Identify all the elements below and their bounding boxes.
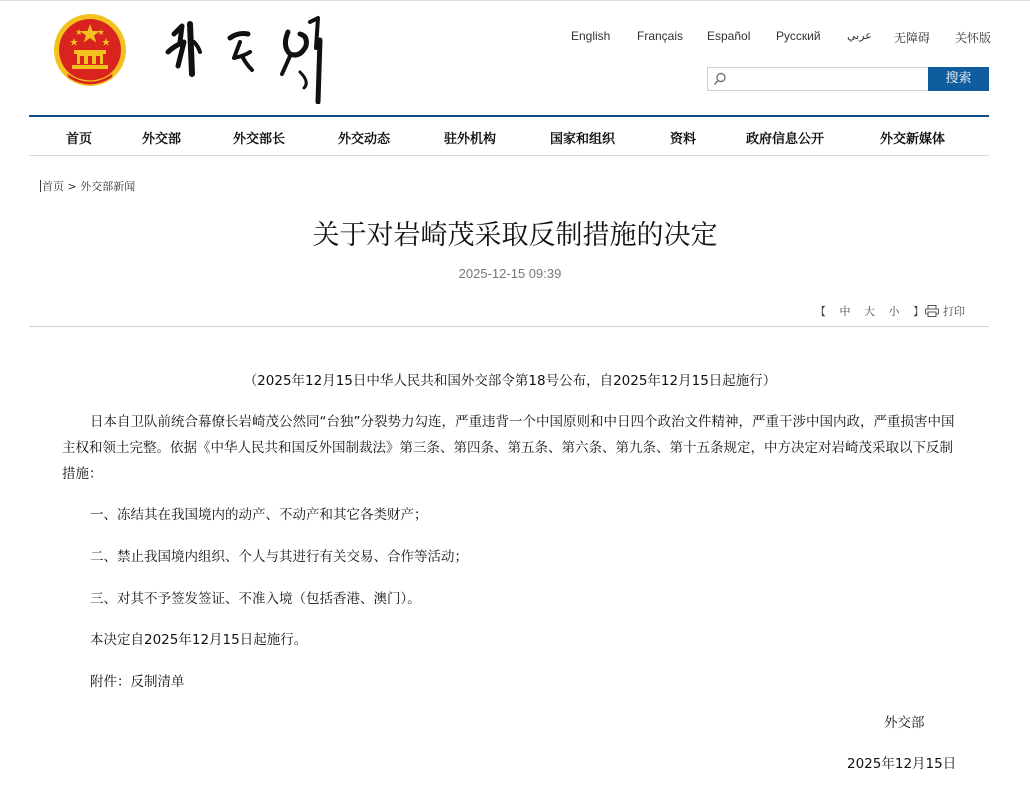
print-label: 打印 [943,305,965,318]
lang-russian-link[interactable]: Русский [776,29,821,43]
nav-item-resources[interactable]: 资料 [670,132,697,147]
article-date: 2025-12-15 09:39 [458,266,562,281]
attachment-link[interactable]: 附件：反制清单 [90,674,185,690]
printer-icon [925,305,939,317]
measure-item-2: 二、禁止我国境内组织、个人与其进行有关交易、合作等活动； [90,549,468,565]
national-emblem-icon[interactable] [52,12,128,90]
nav-item-diplomatic-news[interactable]: 外交动态 [338,132,391,147]
article-title: 关于对岩崎茂采取反制措施的决定 [312,220,718,251]
breadcrumb-separator: > [67,180,77,193]
main-nav [29,117,989,155]
font-size-medium-button[interactable]: 大 [864,305,875,318]
lang-english-link[interactable]: English [571,29,611,43]
accessibility-link[interactable]: 无障碍 [894,31,931,45]
signature-ministry: 外交部 [884,715,925,731]
top-border [0,0,1030,5]
print-button[interactable] [925,303,965,319]
font-bracket-open: 【 [815,305,826,318]
font-size-small-button[interactable]: 中 [839,305,851,318]
care-version-link[interactable]: 关怀版 [955,31,992,45]
effective-date-text: 本决定自2025年12月15日起施行。 [90,632,308,648]
search-input[interactable] [730,68,926,90]
text-cursor [40,180,41,192]
lang-arabic-link[interactable]: عربي [847,30,872,42]
language-bar [540,29,1000,45]
search-button[interactable]: 搜索 [928,67,989,91]
font-size-large-button[interactable]: 小 [888,305,900,318]
breadcrumb-home-link[interactable]: 首页 [42,180,64,193]
search-box [707,67,929,91]
nav-item-gov-info-disclosure[interactable]: 政府信息公开 [746,132,825,147]
nav-item-countries-organizations[interactable]: 国家和组织 [550,132,616,147]
measure-item-3: 三、对其不予签发签证、不准入境（包括香港、澳门）。 [90,591,421,607]
article-paragraph: 日本自卫队前统合幕僚长岩崎茂公然同“台独”分裂势力勾连，严重违背一个中国原则和中日四个政治文件精神，严重干涉中国内政，严重损害中国主权和领土完整。依据《中华人民共和国反外国制裁法》第三条、第四条、第五条、第六条、第九条、第十五条规定，中方决定对岩崎茂采取以下反制措施： [62,414,955,482]
nav-item-missions-overseas[interactable]: 驻外机构 [444,132,497,147]
search-icon [713,72,727,86]
article-divider [29,326,989,327]
nav-bottom-line [29,155,989,156]
lang-french-link[interactable]: Français [637,29,684,43]
article-subtitle: （2025年12月15日中华人民共和国外交部令第18号公布，自2025年12月15日起施行） [243,373,777,389]
nav-item-minister[interactable]: 外交部长 [233,132,286,147]
font-size-switcher [815,303,934,319]
nav-item-ministry[interactable]: 外交部 [142,132,182,147]
measure-item-1: 一、冻结其在我国境内的动产、不动产和其它各类财产； [90,507,428,523]
breadcrumb-current-link[interactable]: 外交部新闻 [80,180,136,193]
breadcrumb [40,178,135,194]
lang-spanish-link[interactable]: Español [707,29,751,43]
ministry-calligraphy-logo[interactable] [160,12,340,104]
font-bracket-close: 】 [913,305,924,318]
nav-item-new-media[interactable]: 外交新媒体 [880,132,946,147]
signature-date: 2025年12月15日 [847,756,957,772]
nav-item-home[interactable]: 首页 [66,132,93,147]
